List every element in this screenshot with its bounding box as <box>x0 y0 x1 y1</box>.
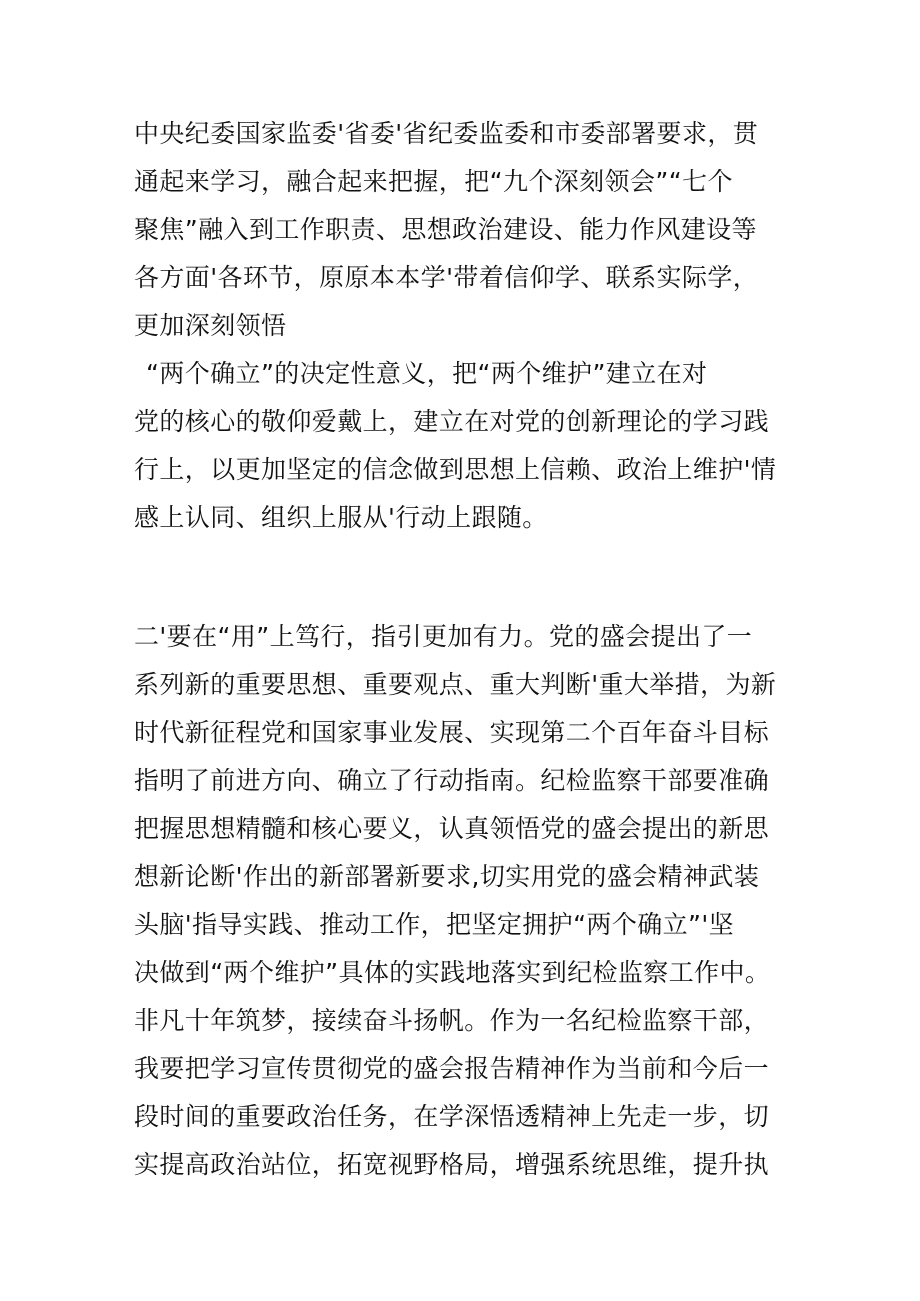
paragraph-1-line-1: 中央纪委国家监委'省委'省纪委监委和市委部署要求，贯 <box>134 119 759 148</box>
paragraph-3-line-2: 系列新的重要思想、重要观点、重大判断'重大举措，为新 <box>134 670 777 699</box>
paragraph-3-line-4: 指明了前进方向、确立了行动指南。纪检监察干部要准确 <box>134 766 770 795</box>
paragraph-2-line-4: 感上认同、组织上服从'行动上跟随。 <box>134 503 548 532</box>
paragraph-3-line-3: 时代新征程党和国家事业发展、实现第二个百年奋斗目标 <box>134 718 770 747</box>
paragraph-3-line-8: 决做到“两个维护”具体的实践地落实到纪检监察工作中。 <box>134 958 771 987</box>
paragraph-3-line-9: 非凡十年筑梦，接续奋斗扬帆。作为一名纪检监察干部， <box>134 1006 770 1035</box>
paragraph-1-line-5: 更加深刻领悟 <box>134 311 287 340</box>
paragraph-3-line-6: 想新论断'作出的新部署新要求,切实用党的盛会精神武装 <box>134 862 760 891</box>
paragraph-1-line-3: 聚焦”融入到工作职责、思想政治建设、能力作风建设等 <box>134 215 757 244</box>
paragraph-2-line-3: 行上，以更加坚定的信念做到思想上信赖、政治上维护'情 <box>134 455 777 484</box>
paragraph-3-line-7: 头脑'指导实践、推动工作，把坚定拥护“两个确立”'坚 <box>134 910 735 939</box>
paragraph-3-line-1: 二'要在“用”上笃行，指引更加有力。党的盛会提出了一 <box>134 622 753 651</box>
paragraph-3-line-12: 实提高政治站位，拓宽视野格局，增强系统思维，提升执 <box>134 1150 770 1179</box>
paragraph-3-line-11: 段时间的重要政治任务，在学深悟透精神上先走一步，切 <box>134 1102 770 1131</box>
paragraph-1-line-2: 通起来学习，融合起来把握，把“九个深刻领会”“七个 <box>134 167 733 196</box>
paragraph-1-line-4: 各方面'各环节，原原本本学'带着信仰学、联系实际学， <box>134 263 759 292</box>
paragraph-3-line-10: 我要把学习宣传贯彻党的盛会报告精神作为当前和今后一 <box>134 1054 770 1083</box>
paragraph-2-line-1: “两个确立”的决定性意义，把“两个维护”建立在对 <box>146 359 708 388</box>
paragraph-2-line-2: 党的核心的敬仰爱戴上，建立在对党的创新理论的学习践 <box>134 407 770 436</box>
paragraph-3-line-5: 把握思想精髓和核心要义，认真领悟党的盛会提出的新思 <box>134 814 770 843</box>
